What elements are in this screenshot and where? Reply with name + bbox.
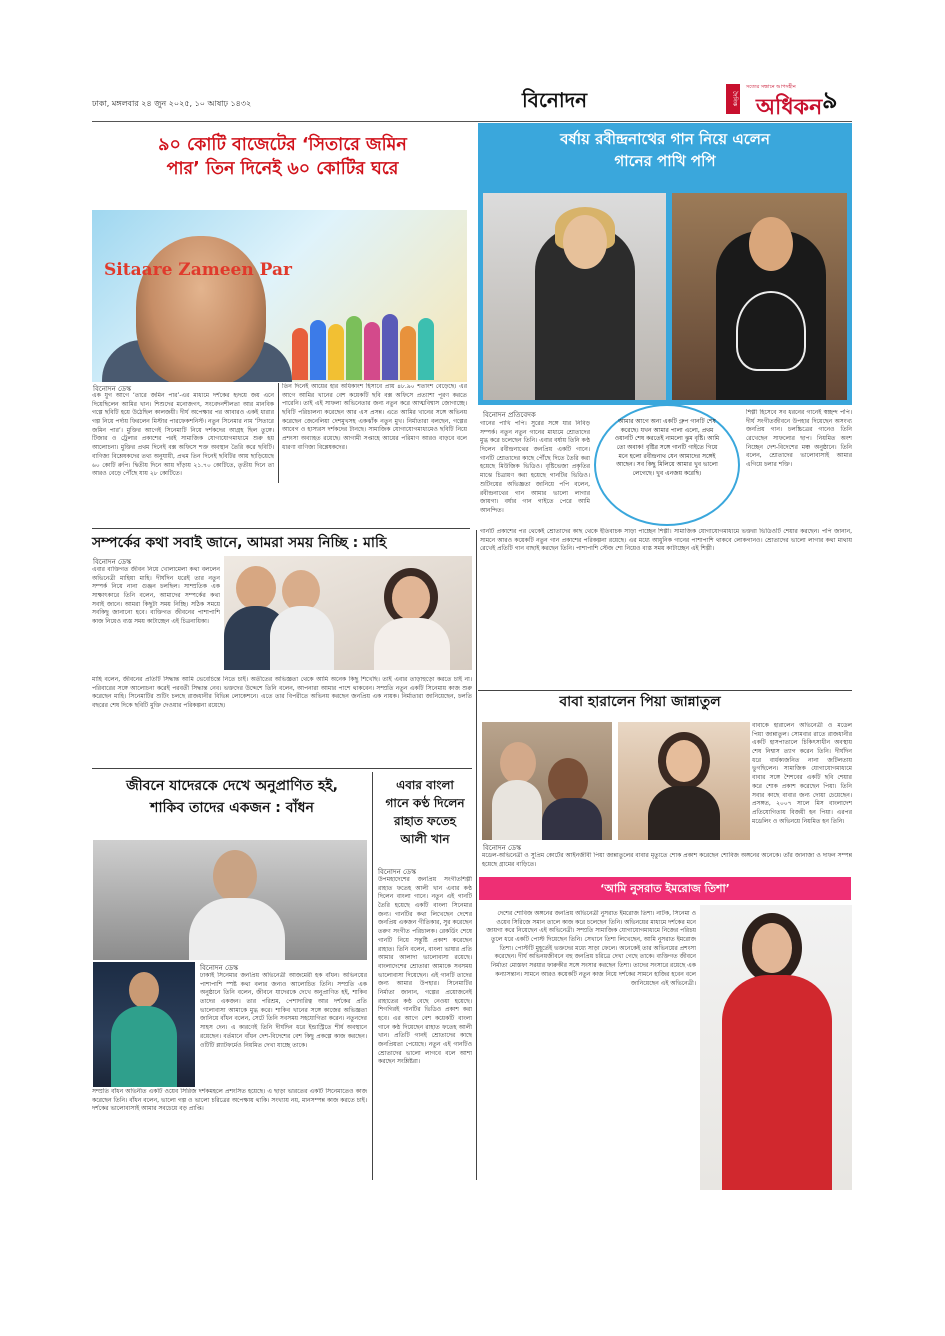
person-head (752, 923, 792, 973)
rahat-headline-line4: আলী খান (400, 832, 450, 846)
rahat-headline-line2: গানে কণ্ঠ দিলেন (385, 796, 465, 810)
rahat-body: উপমহাদেশের জনপ্রিয় সংগীতশিল্পী রাহাত ফতেহ আলী খান এবার কণ্ঠ দিলেন বাংলা গানে। নতুন এই গানটি তৈরি হয়েছে একটি বাংলা সিনেমার জন্য। গানটির কথা লিখেছেন দেশের জনপ্রিয় একজন গীতিকার, সুর করেছেন তরুণ সংগীত পরিচালক। রেকর্ডিং শেষে গানটি নিয়ে সন্তুষ্টি প্রকাশ করেছেন রাহাত। তিনি বলেন, বাংলা ভাষার প্রতি আমার আলাদা ভালোবাসা রয়েছে। বাংলাদেশের শ্রোতারা আমাকে সবসময় ভালোবাসা দিয়েছেন। এই গানটি তাদের জন্য আমার উপহার। সিনেমাটির নির্মাতা জানান, গল্পের প্রয়োজনেই রাহাতের কণ্ঠ বেছে নেওয়া হয়েছে। শিগগিরই গানটির ভিডিও প্রকাশ করা হবে। এর আগে বেশ কয়েকটি বাংলা গানে কণ্ঠ দিয়েছেন রাহাত ফতেহ আলী খান। প্রতিটি গানই শ্রোতাদের কাছে জনপ্রিয়তা পেয়েছে। নতুন এই গানটিও শ্রোতাদের ভালো লাগবে বলে আশা করছেন সংশ্লিষ্টরা। (378, 876, 472, 1066)
person-head (392, 576, 430, 620)
logo-name: অধিকন (756, 94, 823, 120)
popy-photo-1 (483, 193, 666, 400)
father-body (542, 798, 602, 840)
tisha-body: দেশের শোবিজ অঙ্গনের জনপ্রিয় অভিনেত্রী নুসরাত ইমরোজ তিশা। নাটক, সিনেমা ও ওয়েব সিরিজে সমান তালে কাজ করে চলেছেন তিনি। অভিনয়ের মাধ্যমে দর্শকের মনে জায়গা করে নিয়েছেন এই অভিনেত্রী। সম্প্রতি সামাজিক যোগাযোগমাধ্যমে নিজের পরিচয় তুলে ধরে একটি পোস্ট দিয়েছেন তিনি। সেখানে তিশা লিখেছেন, আমি নুসরাত ইমরোজ তিশা। পোস্টটি মুহূর্তেই ভক্তদের মধ্যে সাড়া ফেলে। অনেকেই তার অভিনয়ের প্রশংসা করেছেন। দীর্ঘ অভিনয়জীবনে বহু জনপ্রিয় চরিত্রে দেখা গেছে তাকে। ব্যক্তিগত জীবনে নির্মাতা মোস্তফা সরয়ার ফারুকীর সঙ্গে সংসার করছেন তিশা। তাদের সংসারে রয়েছে এক কন্যাসন্তান। সামনে আরও কয়েকটি নতুন কাজ নিয়ে দর্শকের সামনে হাজির হবেন বলে জানিয়েছেন এই অভিনেত্রী। (486, 910, 696, 987)
popy-body-bottom: গানটি প্রকাশের পর থেকেই শ্রোতাদের কাছ থেকে ইতিবাচক সাড়া পাচ্ছেন শিল্পী। সামাজিক যোগাযোগমাধ্যমে ভক্তরা ভিডিওটি শেয়ার করছেন। পপি জানান, সামনে আরও কয়েকটি নতুন গান প্রকাশের পরিকল্পনা রয়েছে। এর মধ্যে আধুনিক গানের পাশাপাশি থাকবে লোকগানও। শ্রোতাদের ভালো লাগার কথা মাথায় রেখেই প্রতিটি গান বাছাই করছেন তিনি। পাশাপাশি স্টেজ শো নিয়েও ব্যস্ত সময় কাটাচ্ছেন এই শিল্পী। (480, 528, 852, 553)
tisha-photo (700, 905, 852, 1190)
section-title: বিনোদন (522, 88, 588, 112)
person-body (648, 786, 720, 840)
newspaper-logo (726, 82, 876, 118)
sitare-byline: বিনোদন ডেস্ক (93, 385, 132, 393)
mahi-photos (224, 556, 472, 670)
butterfly-motif (736, 291, 806, 371)
popy-headline (478, 129, 852, 173)
rahat-headline-line3: রাহাত ফতেহ (394, 814, 456, 828)
popy-byline: বিনোদন প্রতিবেদক (483, 411, 536, 419)
rahat-headline (378, 776, 472, 848)
bandhan-photo (93, 962, 195, 1087)
bandhan-headline-line2: শাকিব তাদের একজন : বাঁধন (150, 799, 314, 816)
popy-figure (716, 231, 826, 400)
jannatul-body-right: বাবাকে হারালেন অভিনেত্রী ও মডেল পিয়া জান্নাতুল। সোমবার রাতে রাজধানীর একটি হাসপাতালে চিকিৎসাধীন অবস্থায় শেষ নিশ্বাস ত্যাগ করেন তিনি। দীর্ঘদিন ধরে বার্ধক্যজনিত নানা জটিলতায় ভুগছিলেন। সামাজিক যোগাযোগমাধ্যমে বাবার সঙ্গে শৈশবের একটি ছবি শেয়ার করে শোক প্রকাশ করেছেন পিয়া। তিনি সবার কাছে বাবার জন্য দোয়া চেয়েছেন। প্রসঙ্গত, ২০০৭ সালে মিস বাংলাদেশ প্রতিযোগিতায় বিজয়ী হন পিয়া। এরপর মডেলিং ও অভিনয়ে নিয়মিত হন তিনি। (752, 722, 852, 825)
cast-member (364, 322, 380, 380)
header-date: ঢাকা, মঙ্গলবার ২৪ জুন ২০২৫, ১০ আষাঢ় ১৪৩২ (92, 99, 252, 108)
sitare-body-col2: তিন দিনেই আয়ের হার অধিকাংশ হিসাবে প্রায় ৪৮.৯০ শতাংশ বেড়েছে। এর আগে আমির খানের বেশ কয়েকটি ছবি বক্স অফিসে প্রত্যাশা পূরণ করতে পারেনি। তাই এই সাফল্য অভিনেতার জন্য নতুন করে আত্মবিশ্বাস জোগাচ্ছে। ছবিটি পরিচালনা করেছেন আর এস প্রসন্ন। এতে আমির খানের সঙ্গে অভিনয় করেছেন জেনেলিয়া দেশমুখসহ একঝাঁক নতুন মুখ। নির্মাতারা বলছেন, গল্পের আবেগ ও হাস্যরস দর্শকদের টানছে। সামাজিক যোগাযোগমাধ্যমেও ছবিটি নিয়ে প্রশংসা অব্যাহত রয়েছে। আগামী সপ্তাহে আয়ের পরিমাণ আরও বাড়বে বলে ধারণা বাণিজ্য বিশ্লেষকদের। (282, 383, 467, 451)
sitare-headline-line2: পার’ তিন দিনেই ৬০ কোটির ঘরে (166, 158, 399, 179)
rahat-byline: বিনোদন ডেস্ক (378, 868, 417, 876)
popy-quote: আমার আগে অন্য একটি গ্রুপ গানটি শেষ করেছে। যখন আমার পালা এলো, প্রথম ওয়ানটি শেষ করতেই নামলো ঝুম বৃষ্টি। আমি তো অবাক! বৃষ্টির সঙ্গে গানটি গাইতে গিয়ে মনে হলো রবীন্দ্রনাথ যেন আমাদের সঙ্গেই আছেন। সব কিছু মিলিয়ে আমার খুব ভালো লেগেছে। খুব এনজয় করেছি। (594, 404, 740, 526)
popy-headline-line2: গানের পাখি পপি (614, 151, 716, 170)
poster-logo-text: Sitaare Zameen Par (104, 260, 292, 280)
tisha-banner: ‘আমি নুসরাত ইমরোজ তিশা’ (479, 877, 851, 900)
person-head (236, 566, 276, 610)
popy-photo-2 (672, 193, 847, 400)
mahi-body-bottom: মাহি বলেন, জীবনের প্রতিটি সিদ্ধান্ত আমি ভেবেচিন্তে নিতে চাই। অতীতের অভিজ্ঞতা থেকে আমি অনেক কিছু শিখেছি। তাই এবার তাড়াহুড়ো করতে চাই না। পরিবারের সঙ্গে আলোচনা করেই পরবর্তী সিদ্ধান্ত নেব। ভক্তদের উদ্দেশে তিনি বলেন, আপনারা আমার পাশে থাকবেন। সম্প্রতি নতুন একটি সিনেমায় কাজ শুরু করেছেন মাহি। সিনেমাটির শুটিং চলছে রাজধানীর বিভিন্ন লোকেশনে। এতে তার বিপরীতে অভিনয় করছেন জনপ্রিয় এক নায়ক। নির্মাতারা জানিয়েছেন, চলতি বছরের শেষ দিকে ছবিটি মুক্তি দেওয়ার পরিকল্পনা রয়েছে। (92, 676, 472, 710)
shakib-photo (93, 840, 367, 960)
column-divider (476, 530, 477, 1180)
cast-member (310, 320, 326, 380)
person-body (374, 618, 450, 670)
cast-member (328, 324, 344, 380)
jannatul-family-photo (482, 722, 612, 840)
bandhan-byline: বিনোদন ডেস্ক (200, 964, 239, 972)
bandhan-body-bottom: সম্প্রতি বাঁধন অভিনীত একটি ওয়েব সিরিজ দর্শকমহলে প্রশংসিত হয়েছে। এ ছাড়া ভারতের একটি সিনেমাতেও কাজ করেছেন তিনি। বাঁধন বলেন, ভালো গল্প ও ভালো চরিত্রের অপেক্ষায় থাকি। সংখ্যায় নয়, মানসম্পন্ন কাজ করতে চাই। দর্শকের ভালোবাসাই আমার সবচেয়ে বড় প্রাপ্তি। (92, 1088, 367, 1113)
sitare-headline (100, 134, 465, 181)
column-divider (372, 772, 373, 1180)
cast-member (292, 328, 308, 380)
person-body (189, 898, 285, 960)
jannatul-byline: বিনোদন ডেস্ক (483, 844, 522, 852)
mahi-headline: সম্পর্কের কথা সবাই জানে, আমরা সময় নিচ্ছি : মাহি (92, 535, 387, 551)
child-body (492, 780, 542, 840)
sitare-body-col1: এক যুগ আগে ‘তারে জমিন পার’-এর মাধ্যমে দর্শকের হৃদয়ে জয় এনে দিয়েছিলেন আমির খান। শিশুদের মনোজগৎ, সংবেদনশীলতা আর মানবিক গল্পে ছবিটি হয়ে উঠেছিল কালজয়ী। দীর্ঘ অপেক্ষার পর আবারও একই ধারার গল্প নিয়ে পর্দায় ফিরলেন মিস্টার পারফেকশনিস্ট। নতুন সিনেমার নাম ‘সিতারে জমিন পার’। মুক্তির আগেই সিনেমাটি নিয়ে দর্শকদের আগ্রহ ছিল তুঙ্গে। টিজার ও ট্রেলার প্রকাশের পরই সামাজিক যোগাযোগমাধ্যমে শুরু হয় আলোচনা। মুক্তির প্রথম দিনেই বক্স অফিসে শক্ত অবস্থান তৈরি করে ছবিটি। বাণিজ্য বিশ্লেষকদের তথ্য অনুযায়ী, প্রথম তিন দিনেই ছবিটির আয় ছাড়িয়েছে ৬০ কোটি রুপি। দ্বিতীয় দিনে আয় দাঁড়ায় ২১.৭০ কোটিতে, তৃতীয় দিনে তা আরও বেড়ে পৌঁছে যায় ২৮ কোটিতে। (92, 392, 274, 478)
sitare-poster-image (92, 210, 467, 382)
section-divider (92, 528, 470, 529)
popy-body-left: গানের পাখি পপি। সুরের সঙ্গে যার নিবিড় সম্পর্ক। নতুন নতুন গানের মাধ্যমে শ্রোতাদের মুগ্ধ করে চলেছেন তিনি। এবার বর্ষায় তিনি কণ্ঠ দিলেন রবীন্দ্রনাথের জনপ্রিয় একটি গানে। গানটি শ্রোতাদের কাছে পৌঁছে দিতে তৈরি করা হয়েছে মিউজিক ভিডিও। বৃষ্টিভেজা প্রকৃতির মাঝে চিত্রায়ণ করা হয়েছে গানটির ভিডিও। শুটিংয়ের অভিজ্ঞতা জানিয়ে পপি বলেন, রবীন্দ্রনাথের গান আমার ভালো লাগার জায়গা। বর্ষার গান গাইতে পেরে আমি আনন্দিত। (480, 420, 590, 514)
rahat-headline-line1: এবার বাংলা (396, 778, 454, 792)
section-divider (92, 768, 472, 769)
cast-member (418, 318, 434, 380)
popy-feature-box (478, 123, 852, 405)
popy-head (563, 215, 607, 269)
jannatul-body-bottom: মডেল-অভিনেত্রী ও সুপ্রিম কোর্টের আইনজীবী পিয়া জান্নাতুলের বাবার মৃত্যুতে শোক প্রকাশ করেছেন শোবিজ অঙ্গনের অনেকে। তাঁর জানাজা ও দাফন সম্পন্ন হয়েছে গ্রামের বাড়িতে। (482, 852, 852, 868)
person-head (666, 740, 702, 782)
cast-member (346, 316, 362, 380)
person-saree (111, 1006, 177, 1087)
popy-head (749, 217, 793, 271)
poster-cast-group (292, 298, 447, 380)
jannatul-headline: বাবা হারালেন পিয়া জান্নাতুল (559, 694, 721, 710)
mahi-body-left: এবার ব্যক্তিগত জীবন নিয়ে খোলামেলা কথা বললেন অভিনেত্রী মাহিয়া মাহি। দীর্ঘদিন ধরেই তার নতুন সম্পর্ক নিয়ে নানা গুঞ্জন চলছিল। সাম্প্রতিক এক সাক্ষাৎকারে তিনি বলেন, আমাদের সম্পর্কের কথা সবাই জানে। আমরা কিছুটা সময় নিচ্ছি। সঠিক সময়ে সবকিছু জানানো হবে। ব্যক্তিগত জীবনের পাশাপাশি কাজ নিয়েও ব্যস্ত সময় কাটাচ্ছেন এই চিত্রনায়িকা। (92, 566, 220, 626)
person-red-saree (722, 975, 832, 1190)
bandhan-headline (92, 776, 372, 819)
person-head (213, 850, 257, 902)
page-header (92, 82, 852, 122)
popy-figure (535, 227, 635, 400)
bandhan-body-right: ঢাকাই সিনেমার জনপ্রিয় অভিনেত্রী আজমেরী হক বাঁধন। অভিনয়ের পাশাপাশি স্পষ্ট কথা বলার জন্যও আলোচিত তিনি। সম্প্রতি এক অনুষ্ঠানে তিনি বলেন, জীবনে যাদেরকে দেখে অনুপ্রাণিত হই, শাকিব তাদের একজন। তার পরিশ্রম, পেশাদারিত্ব আর দর্শকের প্রতি ভালোবাসা আমাকে মুগ্ধ করে। শাকিব খানের সঙ্গে কাজের অভিজ্ঞতা জানিয়ে বাঁধন বলেন, সেটে তিনি সবসময় সহযোগিতা করেন। নতুনদের সাহস দেন। এ কারণেই তিনি দীর্ঘদিন ধরে ইন্ডাস্ট্রিতে শীর্ষ অবস্থানে রয়েছেন। বর্তমানে বাঁধন দেশ-বিদেশের বেশ কিছু প্রকল্পে কাজ করছেন। ওটিটি প্ল্যাটফর্মেও নিয়মিত দেখা যাচ্ছে তাকে। (200, 972, 367, 1049)
mahi-byline: বিনোদন ডেস্ক (93, 558, 132, 566)
cast-member (382, 314, 398, 380)
page-number: ৯ (822, 86, 838, 114)
logo-tagline: সত্যের সন্ধানে আপসহীন (746, 84, 796, 90)
popy-headline-line1: বর্ষায় রবীন্দ্রনাথের গান নিয়ে এলেন (560, 130, 770, 148)
column-divider (278, 383, 279, 483)
child-head (500, 742, 536, 784)
bandhan-headline-line1: জীবনে যাদেরকে দেখে অনুপ্রাণিত হই, (126, 778, 338, 794)
section-divider (478, 690, 852, 691)
person-head (129, 972, 159, 1008)
sitare-headline-line1: ৯০ কোটি বাজেটের ‘সিতারে জমিন (158, 135, 407, 155)
popy-body-right: শিল্পী হিসেবে সব ধরনের গানেই স্বচ্ছন্দ পপি। দীর্ঘ সংগীতজীবনে উপহার দিয়েছেন অসংখ্য জনপ্রিয় গান। চলচ্চিত্রের গানেও তিনি রেখেছেন সাফল্যের ছাপ। নিয়মিত অংশ নিচ্ছেন দেশ-বিদেশের মঞ্চ অনুষ্ঠানে। তিনি বলেন, শ্রোতাদের ভালোবাসাই আমার এগিয়ে চলার শক্তি। (746, 409, 852, 469)
jannatul-portrait (618, 722, 750, 840)
person-body (270, 606, 334, 670)
logo-side-label: দৈনিক (726, 84, 740, 114)
cast-member (400, 326, 416, 380)
poster-face (136, 236, 266, 382)
